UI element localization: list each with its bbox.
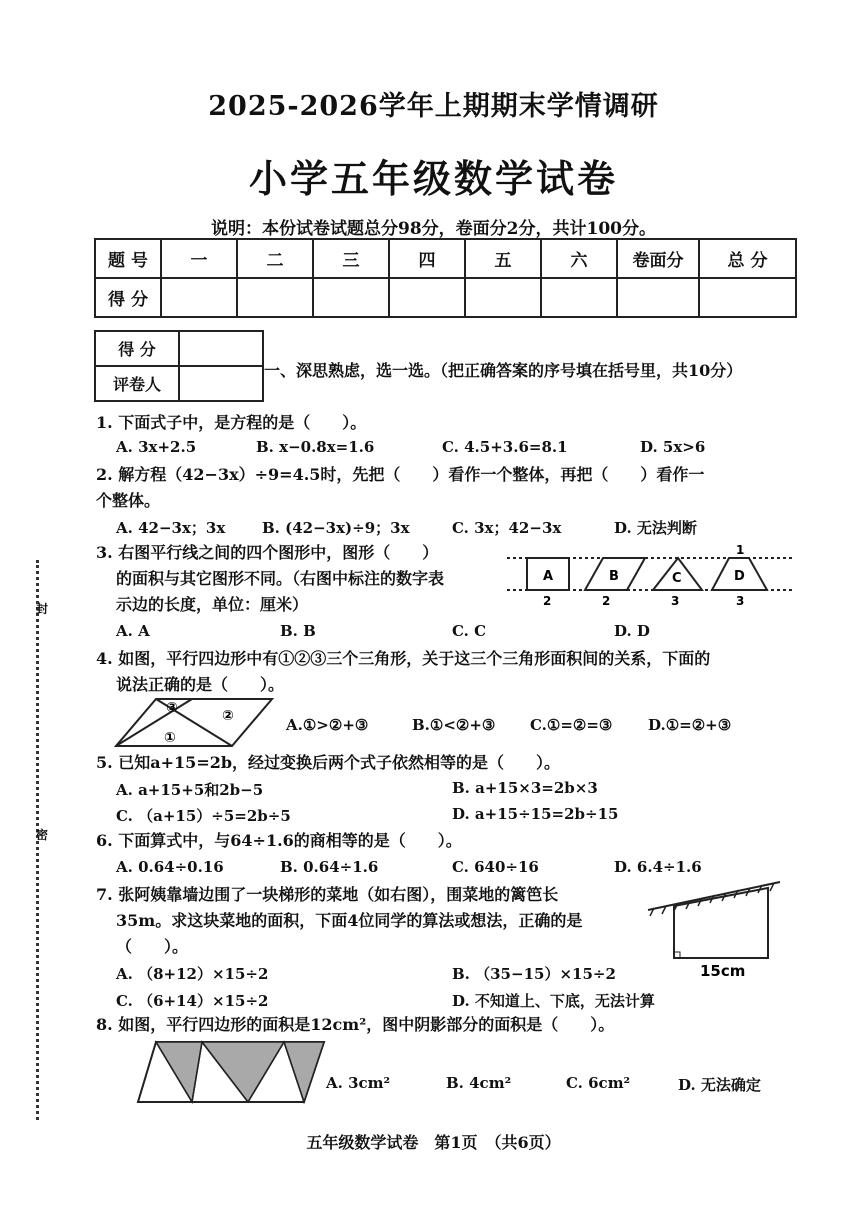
q8-option-a[interactable]: A. 3cm² [326,1074,391,1092]
q3-fig-label-b: B [609,569,619,584]
grader-name-label: 评卷人 [95,366,179,401]
q3-text-line3: 示边的长度，单位：厘米） [116,595,309,614]
q4-option-a[interactable]: A.①>②+③ [286,716,369,734]
q2-option-b[interactable]: B. (42−3x)÷9；3x [262,519,410,537]
margin-mark-seal: 封 [36,602,49,616]
q3-fig-num-b: 2 [602,594,611,608]
exam-note: 说明：本份试卷试题总分98分，卷面分2分，共计100分。 [211,219,656,239]
q2-text-line2: 个整体。 [96,491,161,510]
q3-text-line2: 的面积与其它图形不同。（右图中标注的数字表 [116,569,445,588]
q3-fig-num-top: 1 [736,543,745,557]
q3-fig-num-c: 3 [671,594,680,608]
q5-text: 5. 已知a+15=2b，经过变换后两个式子依然相等的是（ ）。 [96,753,561,772]
q2-option-c[interactable]: C. 3x；42−3x [452,519,562,537]
q1-option-d[interactable]: D. 5x>6 [640,438,706,456]
score-table-col-5: 五 [465,239,541,278]
q8-text: 8. 如图，平行四边形的面积是12cm²，图中阴影部分的面积是（ ）。 [96,1015,615,1034]
q3-text-line1: 3. 右图平行线之间的四个图形中，图形（ ） [96,543,439,562]
q5-option-d[interactable]: D. a+15÷15=2b÷15 [452,805,619,823]
score-table-col-2: 二 [237,239,313,278]
q7-trapezoid-figure [644,880,788,978]
section-1-title: 一、深思熟虑，选一选。（把正确答案的序号填在括号里，共10分） [264,361,743,380]
q6-option-a[interactable]: A. 0.64÷0.16 [116,858,224,876]
score-cell[interactable] [465,278,541,317]
q7-option-a[interactable]: A. （8+12）×15÷2 [116,965,269,983]
score-table-score-row [95,278,796,317]
q3-fig-label-c: C [672,571,682,586]
q8-shaded-parallelogram-figure [136,1040,328,1106]
q7-option-b[interactable]: B. （35−15）×15÷2 [452,965,616,983]
q4-fig-label-2: ② [222,708,234,724]
q3-fig-num-d: 3 [736,594,745,608]
q7-text-line1: 7. 张阿姨靠墙边围了一块梯形的菜地（如右图），围菜地的篱笆长 [96,885,559,904]
score-table [94,238,797,318]
grader-name-cell[interactable] [179,366,263,401]
score-cell[interactable] [389,278,465,317]
q4-option-b[interactable]: B.①<②+③ [412,716,496,734]
exam-title: 2025-2026学年上期期末学情调研 [208,91,659,122]
score-table-score-label: 得 分 [95,278,161,317]
score-cell[interactable] [541,278,617,317]
q7-option-c[interactable]: C. （6+14）×15÷2 [116,992,269,1010]
q3-fig-label-d: D [734,569,745,584]
q1-option-c[interactable]: C. 4.5+3.6=8.1 [442,438,568,456]
q3-option-b[interactable]: B. B [280,622,316,640]
q2-text-line1: 2. 解方程（42−3x）÷9=4.5时，先把（ ）看作一个整体，再把（ ）看作一 [96,465,705,484]
grader-box [94,330,264,402]
q6-option-b[interactable]: B. 0.64÷1.6 [280,858,379,876]
score-table-header-row [95,239,796,278]
q3-fig-num-a: 2 [543,594,552,608]
grader-score-cell[interactable] [179,331,263,366]
score-table-col-6: 六 [541,239,617,278]
q1-text: 1. 下面式子中，是方程的是（ ）。 [96,413,367,432]
q4-option-d[interactable]: D.①=②+③ [648,716,732,734]
q1-option-b[interactable]: B. x−0.8x=1.6 [256,438,375,456]
margin-mark-secret: 密 [36,828,49,842]
q6-option-d[interactable]: D. 6.4÷1.6 [614,858,702,876]
q4-fig-label-3: ③ [166,700,178,716]
q8-option-b[interactable]: B. 4cm² [446,1074,512,1092]
score-cell[interactable] [617,278,699,317]
score-cell[interactable] [699,278,796,317]
q8-option-d[interactable]: D. 无法确定 [678,1076,761,1094]
q3-option-c[interactable]: C. C [452,622,487,640]
exam-subtitle: 小学五年级数学试卷 [248,156,618,201]
score-cell[interactable] [161,278,237,317]
score-cell[interactable] [313,278,389,317]
score-table-col-4: 四 [389,239,465,278]
score-table-col-neatness: 卷面分 [617,239,699,278]
q2-option-a[interactable]: A. 42−3x；3x [116,519,226,537]
q5-option-c[interactable]: C. （a+15）÷5=2b÷5 [116,807,291,825]
score-cell[interactable] [237,278,313,317]
q1-option-a[interactable]: A. 3x+2.5 [116,438,197,456]
q5-option-a[interactable]: A. a+15+5和2b−5 [116,781,264,799]
q3-option-d[interactable]: D. D [614,622,650,640]
q6-option-c[interactable]: C. 640÷16 [452,858,539,876]
q3-figure [505,542,795,610]
page-footer: 五年级数学试卷 第1页 （共6页） [306,1133,561,1152]
q5-option-b[interactable]: B. a+15×3=2b×3 [452,779,598,797]
q7-fig-label: 15cm [700,962,746,978]
q4-text-line1: 4. 如图，平行四边形中有①②③三个三角形，关于这三个三角形面积间的关系，下面的 [96,649,711,668]
score-table-col-1: 一 [161,239,237,278]
q4-option-c[interactable]: C.①=②=③ [530,716,613,734]
score-table-col-3: 三 [313,239,389,278]
q7-option-d[interactable]: D. 不知道上、下底，无法计算 [452,992,655,1010]
score-table-row-label: 题 号 [95,239,161,278]
score-table-col-total: 总 分 [699,239,796,278]
q7-text-line3: （ ）。 [116,937,189,956]
q8-option-c[interactable]: C. 6cm² [566,1074,631,1092]
q4-fig-label-1: ① [164,730,176,746]
q6-text: 6. 下面算式中，与64÷1.6的商相等的是（ ）。 [96,831,462,850]
q7-text-line2: 35m。求这块菜地的面积，下面4位同学的算法或想法，正确的是 [116,911,583,930]
q3-fig-label-a: A [543,569,554,584]
q4-parallelogram-figure [114,696,276,750]
q3-option-a[interactable]: A. A [116,622,150,640]
q4-text-line2: 说法正确的是（ ）。 [116,675,285,694]
q2-option-d[interactable]: D. 无法判断 [614,519,697,537]
grader-score-label: 得 分 [95,331,179,366]
